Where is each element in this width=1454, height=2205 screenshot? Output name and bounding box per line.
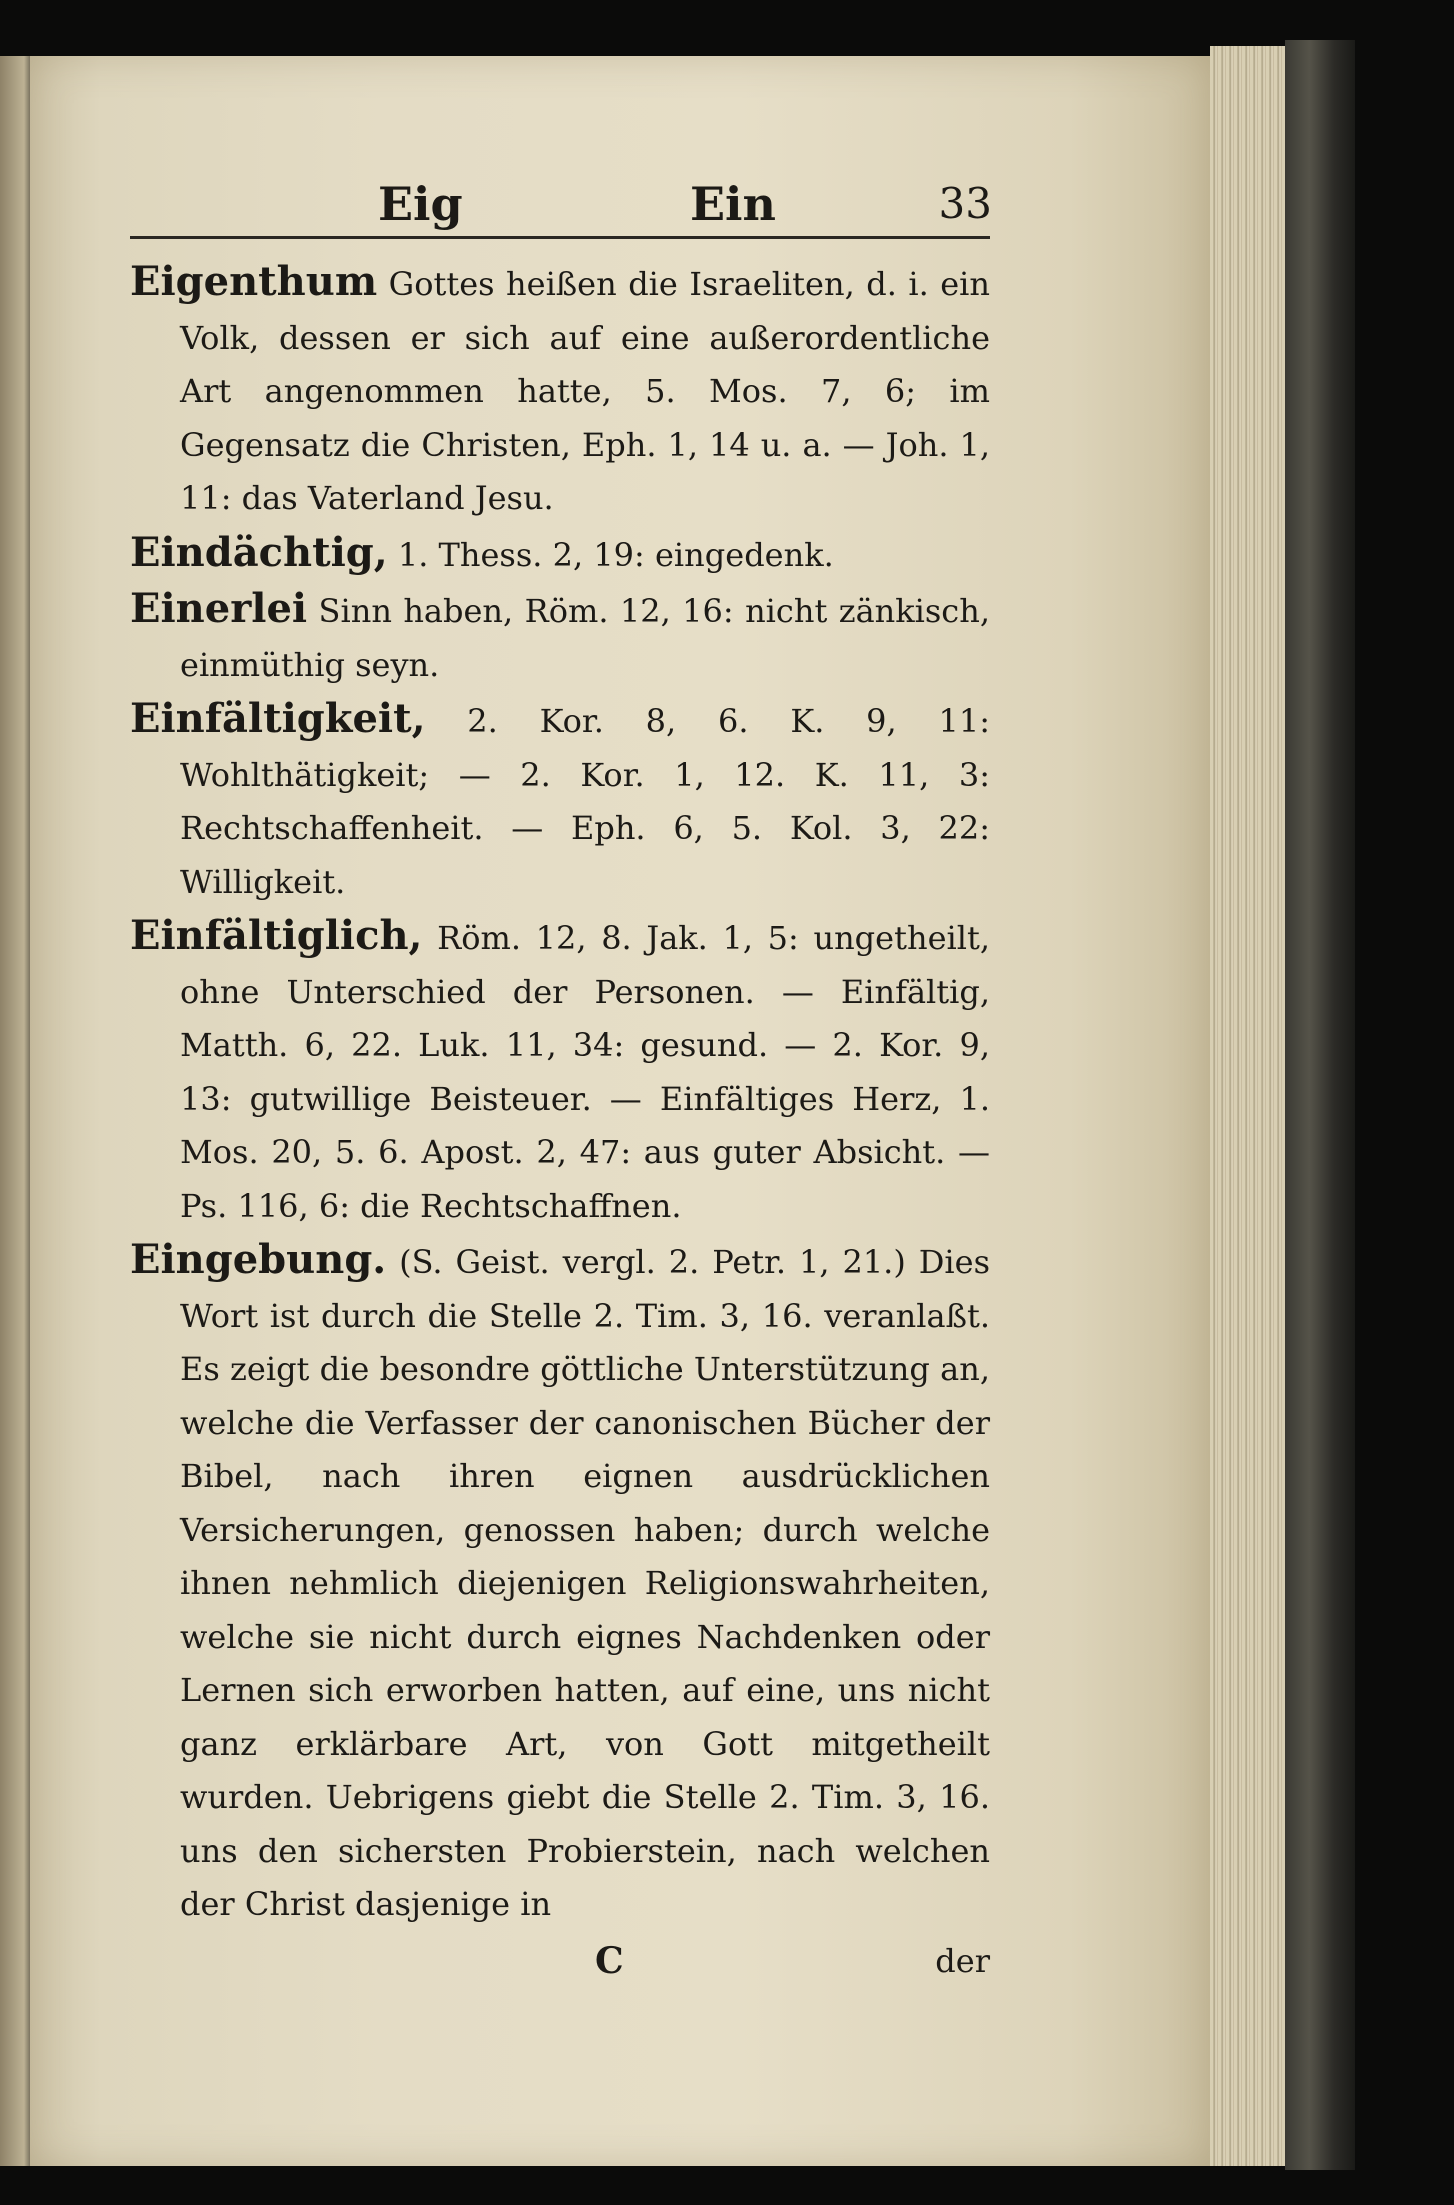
headword: Einerlei bbox=[130, 585, 308, 632]
entry-text: Röm. 12, 8. Jak. 1, 5: ungetheilt, ohne Unterschied der Personen. — Einfältig, Matth. 6, 22. Luk. 11, 34: gesund. — 2. Kor. 9, 13: gutwillige Beisteuer. — Einfältiges Herz, 1. Mos. 20, 5. 6. Apost. 2, 47: aus guter Absicht. — Ps. 116, 6: die Rechtschaffnen. bbox=[180, 919, 991, 1225]
page-number: 33 bbox=[938, 179, 992, 228]
entry-text: Gottes heißen die Israeliten, d. i. ein Volk, dessen er sich auf eine außerordentliche Art angenommen hatte, 5. Mos. 7, 6; im Gegensatz die Christen, Eph. 1, 14 u. a. — Joh. 1, 11: das Vaterland Jesu. bbox=[180, 265, 991, 517]
entry-eigenthum bbox=[130, 255, 990, 526]
running-head bbox=[130, 170, 990, 239]
headword: Eigenthum bbox=[130, 258, 378, 305]
catchword: der bbox=[935, 1941, 990, 1980]
signature-mark: C bbox=[595, 1939, 624, 1982]
entry-eingebung bbox=[130, 1233, 990, 1932]
page-edges bbox=[1210, 46, 1285, 2166]
book-cover-edge bbox=[1285, 40, 1355, 2170]
headword: Einfältigkeit, bbox=[130, 695, 426, 742]
entry-text: 1. Thess. 2, 19: eingedenk. bbox=[397, 535, 834, 574]
entry-einerlei bbox=[130, 582, 990, 692]
page-content bbox=[130, 170, 990, 1988]
page-footer bbox=[130, 1934, 990, 1988]
headword: Eingebung. bbox=[130, 1236, 387, 1283]
entry-einfaeltiglich bbox=[130, 909, 990, 1233]
headword: Einfältiglich, bbox=[130, 912, 423, 959]
entry-text: Sinn haben, Röm. 12, 16: nicht zänkisch, einmüthig seyn. bbox=[180, 592, 991, 684]
running-head-left: Eig bbox=[378, 177, 463, 231]
dictionary-entries bbox=[130, 255, 990, 1932]
headword: Eindächtig, bbox=[130, 528, 388, 576]
entry-text: (S. Geist. vergl. 2. Petr. 1, 21.) Dies Wort ist durch die Stelle 2. Tim. 3, 16. veranlaßt. Es zeigt die besondre göttliche Unterstützung an, welche die Verfasser der canonischen Bücher der Bibel, nach ihren eignen ausdrücklichen Versicherungen, genossen haben; durch welche ihnen nehmlich diejenigen Religionswahrheiten, welche sie nicht durch eignes Nachdenken oder Lernen sich erworben hatten, auf eine, uns nicht ganz erklärbare Art, von Gott mitgetheilt wurden. Uebrigens giebt die Stelle 2. Tim. 3, 16. uns den sichersten Probierstein, nach welchen der Christ dasjenige in bbox=[180, 1243, 991, 1923]
entry-einfaeltigkeit bbox=[130, 692, 990, 909]
entry-eindaechtig bbox=[130, 526, 990, 583]
running-head-center: Ein bbox=[690, 177, 776, 231]
entry-text: 2. Kor. 8, 6. K. 9, 11: Wohlthätigkeit; — 2. Kor. 1, 12. K. 11, 3: Rechtschaffenheit. — Eph. 6, 5. Kol. 3, 22: Willigkeit. bbox=[180, 702, 991, 901]
